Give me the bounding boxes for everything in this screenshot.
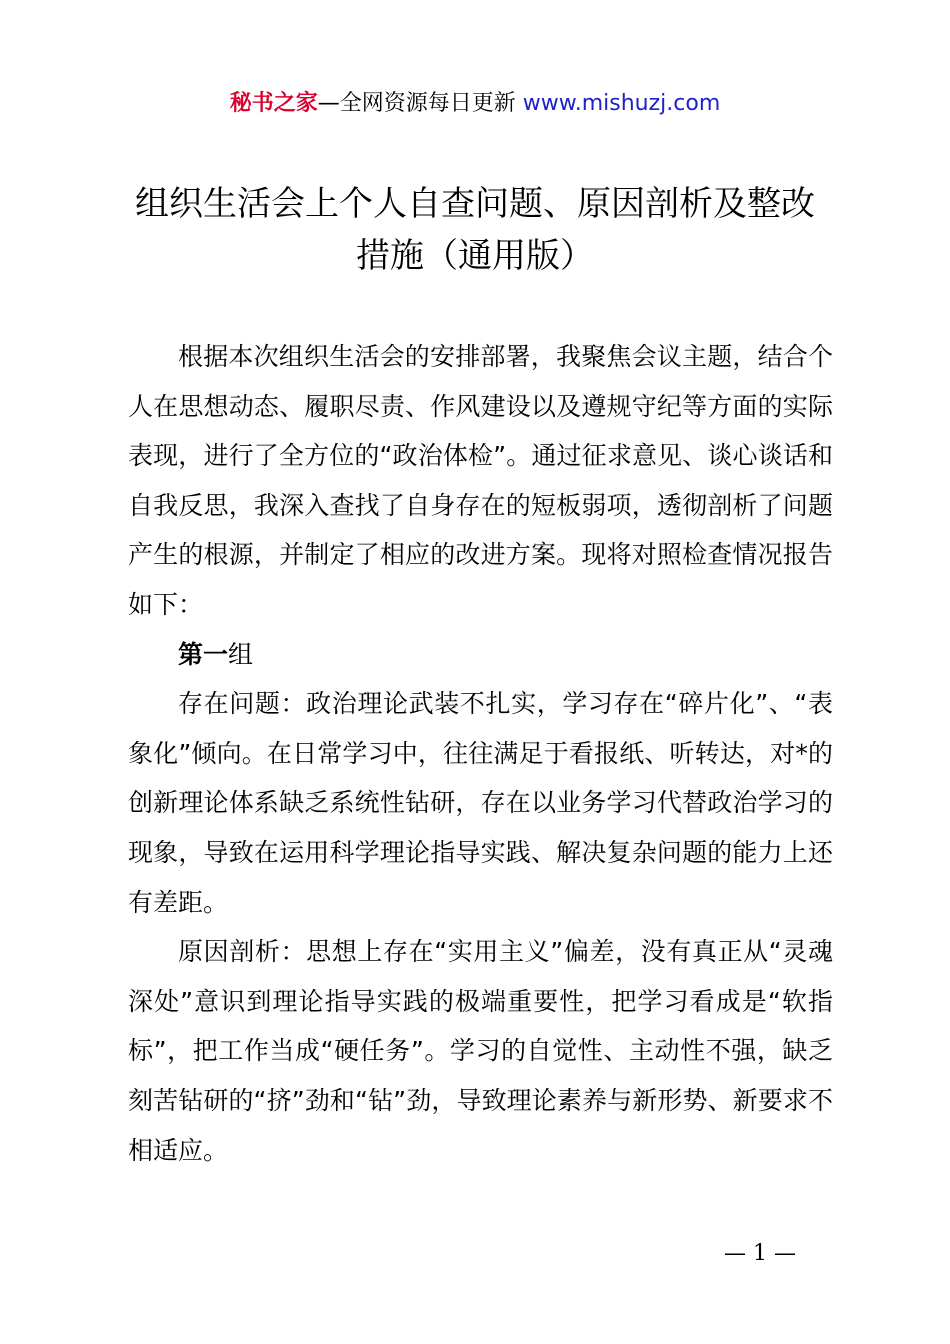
header-tagline: 全网资源每日更新 [339, 91, 516, 116]
group-heading [128, 630, 833, 680]
brand-name: 秘书之家 [229, 91, 318, 116]
title-line-2: 措施（通用版） [356, 236, 594, 276]
document-title [0, 178, 950, 282]
page-number: — 1 — [724, 1241, 796, 1266]
cause-paragraph: 原因剖析：思想上存在“实用主义”偏差，没有真正从“灵魂深处”意识到理论指导实践的极端重要性，把学习看成是“软指标”，把工作当成“硬任务”。学习的自觉性、主动性不强，缺乏刻苦钻研的“挤”劲和“钻”劲，导致理论素养与新形势、新要求不相适应。 [128, 937, 833, 1165]
group-heading-rest: 组 [228, 639, 254, 669]
site-header [0, 88, 950, 120]
title-line-1: 组织生活会上个人自查问题、原因剖析及整改 [135, 184, 815, 224]
group-heading-bold: 第一 [178, 639, 229, 669]
intro-paragraph: 根据本次组织生活会的安排部署，我聚焦会议主题，结合个人在思想动态、履职尽责、作风建设以及遵规守纪等方面的实际表现，进行了全方位的“政治体检”。通过征求意见、谈心谈话和自我反思，我深入查找了自身存在的短板弱项，透彻剖析了问题产生的根源，并制定了相应的改进方案。现将对照检查情况报告如下： [128, 342, 833, 619]
problem-paragraph: 存在问题：政治理论武装不扎实，学习存在“碎片化”、“表象化”倾向。在日常学习中，往往满足于看报纸、听转达，对*的创新理论体系缺乏系统性钻研，存在以业务学习代替政治学习的现象，导致在运用科学理论指导实践、解决复杂问题的能力上还有差距。 [128, 689, 833, 917]
site-url-link[interactable]: www.mishuzj.com [522, 91, 721, 116]
document-body [128, 332, 833, 1175]
header-separator: — [317, 91, 340, 116]
